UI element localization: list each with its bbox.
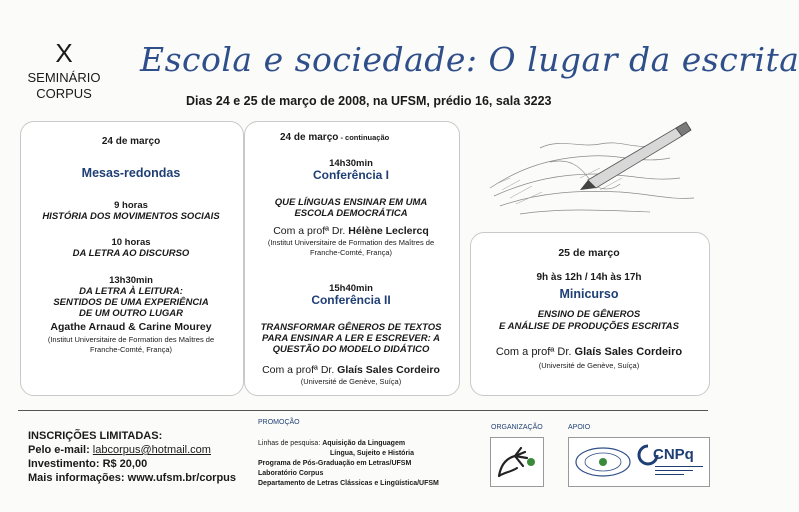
col2-c2-title3: QUESTÃO DO MODELO DIDÁTICO xyxy=(272,344,430,355)
col3-times: 9h às 12h / 14h às 17h xyxy=(536,272,642,283)
col2-c1-title2: ESCOLA DEMOCRÁTICA xyxy=(294,208,408,219)
col3-title2: E ANÁLISE DE PRODUÇÕES ESCRITAS xyxy=(499,321,679,332)
ufsm-logo-icon xyxy=(573,444,633,480)
promo-line4: Laboratório Corpus xyxy=(258,470,324,477)
page-title: Escola e sociedade: O lugar da escrita xyxy=(140,40,799,79)
col2-c1-inst1: (Institut Universitaire de Formation des Maîtres de xyxy=(267,238,435,247)
col1-date: 24 de março xyxy=(101,136,161,147)
col3-title1: ENSINO DE GÊNEROS xyxy=(537,309,641,320)
cnpq-subtitle-lines xyxy=(655,466,703,475)
email-label: Pelo e-mail: xyxy=(28,444,93,456)
event-dates: Dias 24 e 25 de março de 2008, na UFSM, prédio 16, sala 3223 xyxy=(186,94,552,108)
col3-inst: (Université de Genève, Suíça) xyxy=(538,361,640,370)
footer-divider xyxy=(18,410,708,411)
organization-label: ORGANIZAÇÃO xyxy=(491,424,543,431)
col1-s3-speakers: Agathe Arnaud & Carine Mourey xyxy=(50,321,212,333)
col1-s1-title: HISTÓRIA DOS MOVIMENTOS SOCIAIS xyxy=(42,211,220,222)
promo-line1-label: Linhas de pesquisa: xyxy=(258,440,323,447)
col2-c1-time: 14h30min xyxy=(329,158,373,169)
col2-c2-time: 15h40min xyxy=(329,283,373,294)
col1-heading: Mesas-redondas xyxy=(81,166,181,180)
col3-heading: Minicurso xyxy=(559,287,619,301)
col2-c2-speaker-prefix: Com a profª Dr. xyxy=(262,364,338,376)
col1-s2-time: 10 horas xyxy=(111,237,151,248)
investment-text: Investimento: R$ 20,00 xyxy=(28,458,148,470)
col1-s3-time: 13h30min xyxy=(109,275,153,286)
col3-date: 25 de março xyxy=(558,247,620,259)
hand-writing-illustration xyxy=(480,118,710,228)
registration-title: INSCRIÇÕES LIMITADAS: xyxy=(28,430,163,442)
col2-c1-inst2: Franche-Comté, França) xyxy=(309,248,393,257)
corpus-hand-logo-icon xyxy=(491,438,543,486)
email-link[interactable]: labcorpus@hotmail.com xyxy=(92,444,211,456)
col2-c2-title2: PARA ENSINAR A LER E ESCREVER: A xyxy=(262,333,440,344)
col3-speaker-line xyxy=(470,346,708,358)
seminar-numeral: X xyxy=(55,38,73,68)
col2-c1-heading: Conferência I xyxy=(312,168,390,182)
col2-c2-heading: Conferência II xyxy=(311,293,391,307)
col2-c1-speaker-prefix: Com a profª Dr. xyxy=(273,225,349,237)
promo-label: PROMOÇÃO xyxy=(258,419,300,426)
col1-s3-title1: DA LETRA À LEITURA: xyxy=(79,286,183,297)
col3-speaker: Glaís Sales Cordeiro xyxy=(574,346,683,358)
col3-speaker-prefix: Com a profª Dr. xyxy=(495,346,575,358)
col1-s1-time: 9 horas xyxy=(114,200,148,211)
organization-logo-frame xyxy=(490,437,544,487)
seminar-label: SEMINÁRIO xyxy=(27,70,101,85)
col1-s3-title3: DE UM OUTRO LUGAR xyxy=(79,308,183,319)
promo-line1-value: Aquisição da Linguagem xyxy=(322,440,406,447)
support-label: APOIO xyxy=(568,424,591,431)
cnpq-logo-text: CNPq xyxy=(653,446,694,463)
col2-c1-title1: QUE LÍNGUAS ENSINAR EM UMA xyxy=(274,197,428,208)
col2-c1-speaker-line xyxy=(244,225,458,237)
promo-line3: Programa de Pós-Graduação em Letras/UFSM xyxy=(258,460,412,467)
support-logos-frame xyxy=(568,437,710,487)
col2-c1-speaker: Hélène Leclercq xyxy=(348,225,429,237)
col1-s3-inst2: Franche-Comté, França) xyxy=(89,345,173,354)
col2-c2-inst: (Université de Genève, Suíça) xyxy=(300,377,402,386)
col2-date-suffix: - continuação xyxy=(338,133,390,142)
col2-date xyxy=(280,132,470,143)
registration-email-line xyxy=(28,444,211,456)
corpus-label: CORPUS xyxy=(36,86,92,101)
promo-line2: Língua, Sujeito e História xyxy=(330,450,415,457)
col1-s2-title: DA LETRA AO DISCURSO xyxy=(72,248,190,259)
col2-c2-speaker: Glaís Sales Cordeiro xyxy=(337,364,440,376)
col2-date-text: 24 de março xyxy=(280,132,339,143)
promo-line5: Departamento de Letras Clássicas e Lingüística/UFSM xyxy=(258,480,439,487)
promo-line1 xyxy=(258,440,405,447)
col2-c2-speaker-line xyxy=(244,364,458,376)
col2-c2-title1: TRANSFORMAR GÊNEROS DE TEXTOS xyxy=(260,322,442,333)
col1-s3-title2: SENTIDOS DE UMA EXPERIÊNCIA xyxy=(53,297,209,308)
col1-s3-inst1: (Institut Universitaire de Formation des Maîtres de xyxy=(47,335,215,344)
more-info-text[interactable]: Mais informações: www.ufsm.br/corpus xyxy=(28,472,237,484)
